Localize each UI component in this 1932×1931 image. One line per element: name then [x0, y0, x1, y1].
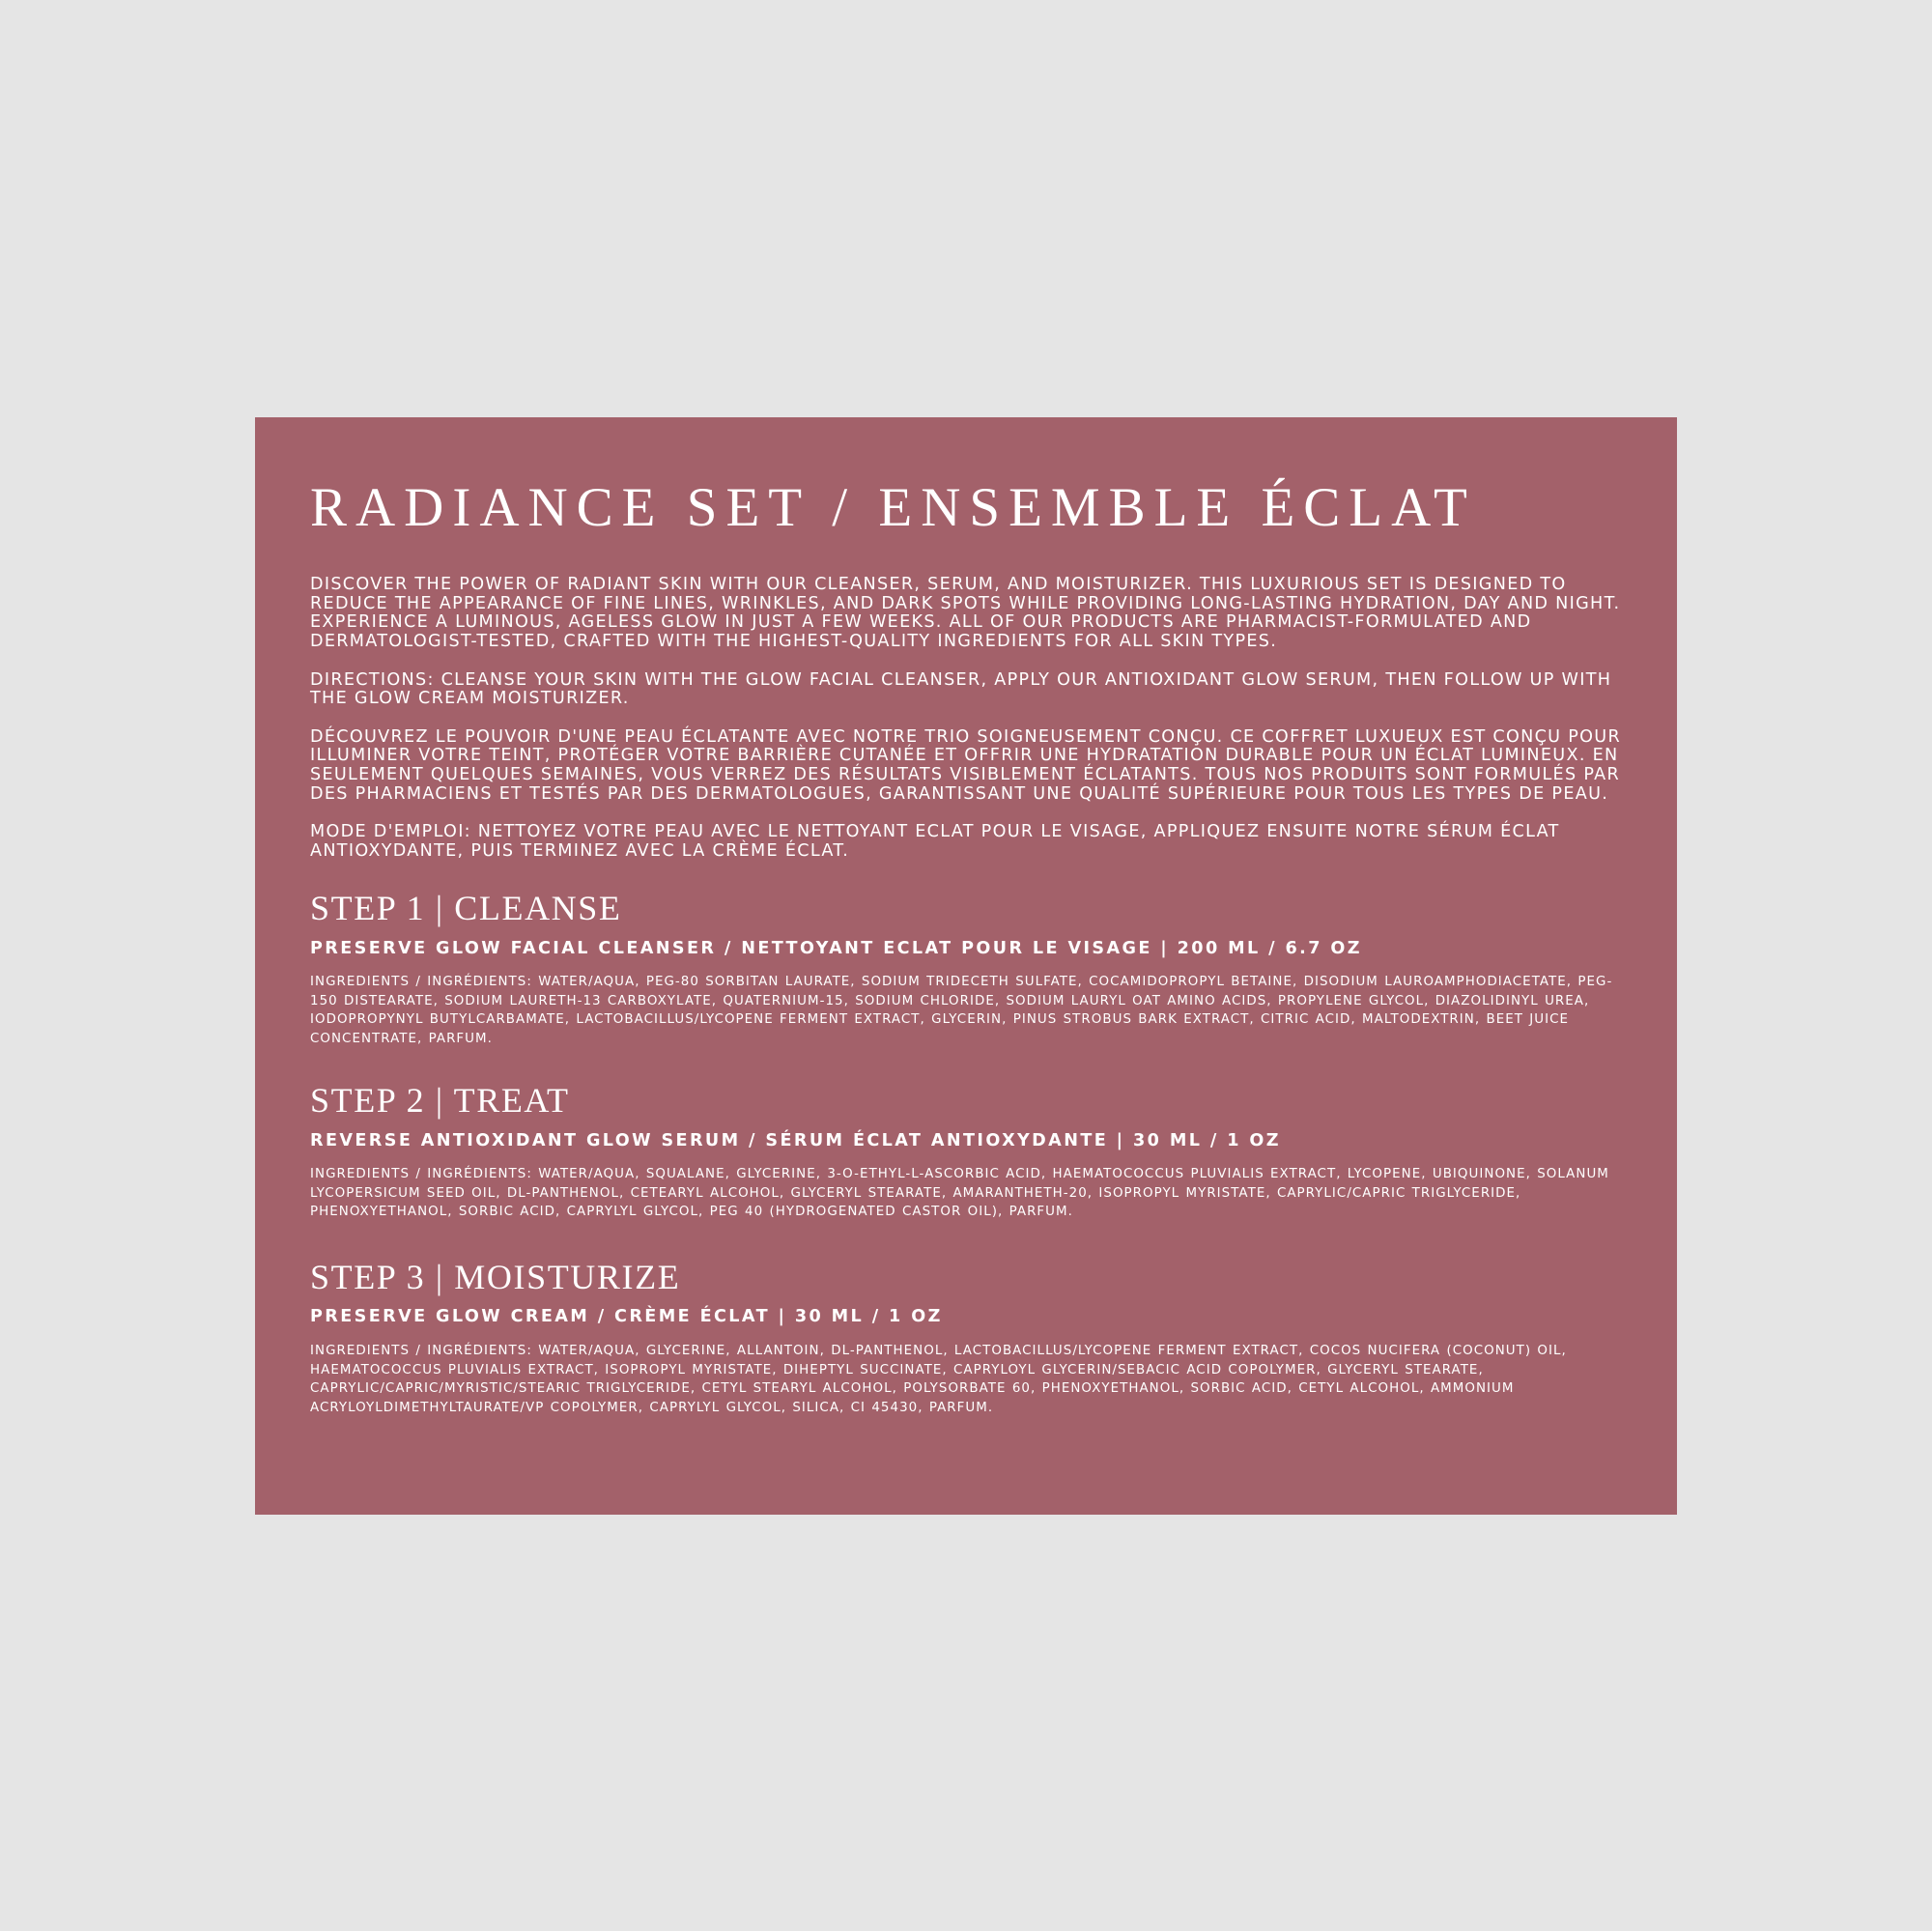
step-heading: STEP 1 | CLEANSE [310, 889, 622, 928]
step-ingredients: INGREDIENTS / INGRÉDIENTS: WATER/AQUA, GLYCERINE, ALLANTOIN, DL-PANTHENOL, LACTOBACILLUS/LYCOPENE FERMENT EXTRACT, COCOS NUCIFERA (COCONUT) OIL, HAEMATOCOCCUS PLUVIALIS EXTRACT, ISOPROPYL MYRISTATE, DIHEPTYL SUCCINATE, CAPRYLOYL GLYCERIN/SEBACIC ACID COPOLYMER, GLYCERYL STEARATE, CAPRYLIC/CAPRIC/MYRISTIC/STEARIC TRIGLYCERIDE, CETYL STEARYL ALCOHOL, POLYSORBATE 60, PHENOXYETHANOL, SORBIC ACID, CETYL ALCOHOL, AMMONIUM ACRYLOYLDIMETHYLTAURATE/VP COPOLYMER, CAPRYLYL GLYCOL, SILICA, CI 45430, PARFUM. [310, 1344, 1567, 1415]
step-treat [310, 1080, 1623, 1222]
step-product-name: PRESERVE GLOW FACIAL CLEANSER / NETTOYANT ECLAT POUR LE VISAGE | 200 ML / 6.7 OZ [310, 938, 1362, 958]
step-heading: STEP 2 | TREAT [310, 1081, 570, 1121]
directions-english: DIRECTIONS: CLEANSE YOUR SKIN WITH THE GLOW FACIAL CLEANSER, APPLY OUR ANTIOXIDANT GLOW SERUM, THEN FOLLOW UP WITH THE GLOW CREAM MOISTURIZER. [310, 669, 1612, 709]
step-ingredients: INGREDIENTS / INGRÉDIENTS: WATER/AQUA, PEG-80 SORBITAN LAURATE, SODIUM TRIDECETH SULFATE, COCAMIDOPROPYL BETAINE, DISODIUM LAUROAMPHODIACETATE, PEG-150 DISTEARATE, SODIUM LAURETH-13 CARBOXYLATE, QUATERNIUM-15, SODIUM CHLORIDE, SODIUM LAURYL OAT AMINO ACIDS, PROPYLENE GLYCOL, DIAZOLIDINYL UREA, IODOPROPYNYL BUTYLCARBAMATE, LACTOBACILLUS/LYCOPENE FERMENT EXTRACT, GLYCERIN, PINUS STROBUS BARK EXTRACT, CITRIC ACID, MALTODEXTRIN, BEET JUICE CONCENTRATE, PARFUM. [310, 975, 1613, 1046]
intro-french: DÉCOUVREZ LE POUVOIR D'UNE PEAU ÉCLATANTE AVEC NOTRE TRIO SOIGNEUSEMENT CONÇU. CE COFFRET LUXUEUX EST CONÇU POUR ILLUMINER VOTRE TEINT, PROTÉGER VOTRE BARRIÈRE CUTANÉE ET OFFRIR UNE HYDRATATION DURABLE POUR UN ÉCLAT LUMINEUX. EN SEULEMENT QUELQUES SEMAINES, VOUS VERREZ DES RÉSULTATS VISIBLEMENT ÉCLATANTS. TOUS NOS PRODUITS SONT FORMULÉS PAR DES PHARMACIENS ET TESTÉS PAR DES DERMATOLOGUES, GARANTISSANT UNE QUALITÉ SUPÉRIEURE POUR TOUS LES TYPES DE PEAU. [310, 726, 1621, 804]
step-heading: STEP 3 | MOISTURIZE [310, 1257, 681, 1296]
directions-french: MODE D'EMPLOI: NETTOYEZ VOTRE PEAU AVEC LE NETTOYANT ECLAT POUR LE VISAGE, APPLIQUEZ ENSUITE NOTRE SÉRUM ÉCLAT ANTIOXYDANTE, PUIS TERMINEZ AVEC LA CRÈME ÉCLAT. [310, 822, 1560, 861]
page-title: RADIANCE SET / ENSEMBLE ÉCLAT [310, 477, 1476, 538]
step-cleanse [310, 888, 1623, 1048]
step-moisturize [310, 1257, 1623, 1417]
step-product-name: PRESERVE GLOW CREAM / CRÈME ÉCLAT | 30 ML / 1 OZ [310, 1307, 943, 1327]
product-label-card [255, 417, 1677, 1515]
step-product-name: REVERSE ANTIOXIDANT GLOW SERUM / SÉRUM ÉCLAT ANTIOXYDANTE | 30 ML / 1 OZ [310, 1130, 1281, 1150]
intro-english: DISCOVER THE POWER OF RADIANT SKIN WITH OUR CLEANSER, SERUM, AND MOISTURIZER. THIS LUXURIOUS SET IS DESIGNED TO REDUCE THE APPEARANCE OF FINE LINES, WRINKLES, AND DARK SPOTS WHILE PROVIDING LONG-LASTING HYDRATION, DAY AND NIGHT. EXPERIENCE A LUMINOUS, AGELESS GLOW IN JUST A FEW WEEKS. ALL OF OUR PRODUCTS ARE PHARMACIST-FORMULATED AND DERMATOLOGIST-TESTED, CRAFTED WITH THE HIGHEST-QUALITY INGREDIENTS FOR ALL SKIN TYPES. [310, 575, 1621, 652]
step-ingredients: INGREDIENTS / INGRÉDIENTS: WATER/AQUA, SQUALANE, GLYCERINE, 3-O-ETHYL-L-ASCORBIC ACID, HAEMATOCOCCUS PLUVIALIS EXTRACT, LYCOPENE, UBIQUINONE, SOLANUM LYCOPERSICUM SEED OIL, DL-PANTHENOL, CETEARYL ALCOHOL, GLYCERYL STEARATE, AMARANTHETH-20, ISOPROPYL MYRISTATE, CAPRYLIC/CAPRIC TRIGLYCERIDE, PHENOXYETHANOL, SORBIC ACID, CAPRYLYL GLYCOL, PEG 40 (HYDROGENATED CASTOR OIL), PARFUM. [310, 1167, 1609, 1220]
